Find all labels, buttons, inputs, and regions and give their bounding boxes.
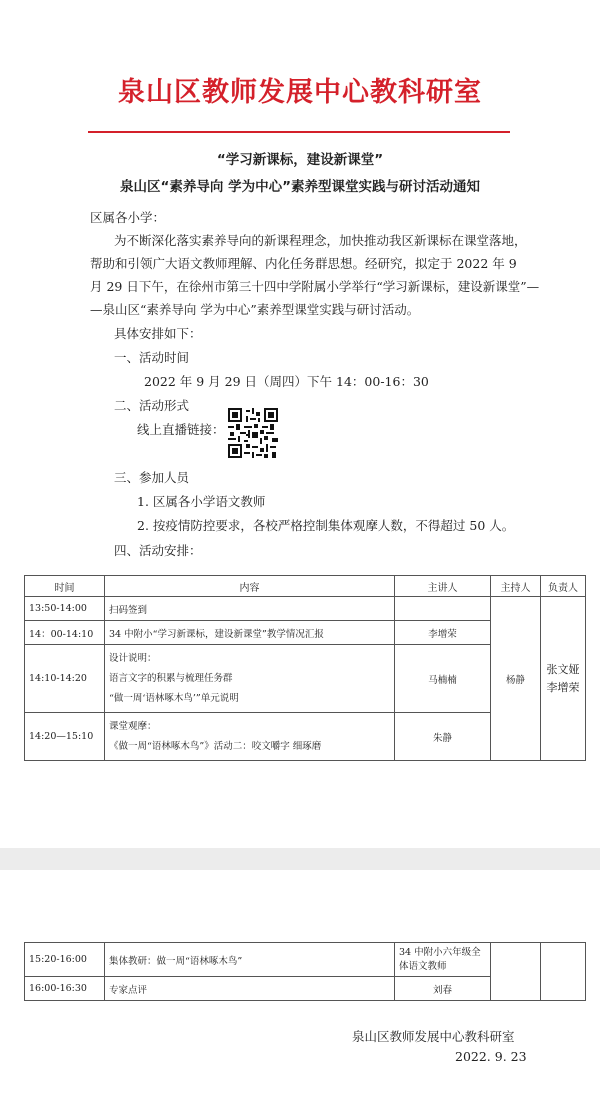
content-line: 语言文字的积累与梳理任务群: [109, 672, 233, 684]
table-row: [25, 597, 586, 621]
host-cell: 杨静: [491, 597, 541, 761]
section-2-text: 线上直播链接：: [137, 422, 225, 437]
content-cell: [105, 645, 395, 713]
responsible-name: 李增荣: [546, 680, 580, 694]
section-1-heading: 一、活动时间: [114, 350, 190, 365]
responsible-cell: [541, 943, 586, 1001]
responsible-name: 张文娅: [546, 662, 580, 676]
time-cell: 15:20-16:00: [25, 943, 105, 977]
section-3-heading: 三、参加人员: [114, 470, 190, 485]
responsible-cell: [541, 597, 586, 761]
page-gap: [0, 848, 600, 870]
section-2-heading: 二、活动形式: [114, 398, 190, 413]
document-page-2: [0, 870, 600, 1118]
content-line: 设计说明：: [109, 652, 157, 664]
org-title: 泉山区教师发展中心教科研室: [118, 77, 482, 108]
section-1-text: 2022 年 9 月 29 日（周四）下午 14：00-16：30: [144, 374, 429, 389]
content-cell: 集体教研：做一周“语林啄木鸟”: [105, 943, 395, 977]
content-cell: 34 中附小“学习新课标，建设新课堂”教学情况汇报: [105, 621, 395, 645]
footer-date: 2022. 9. 23: [455, 1049, 527, 1064]
table-row: [25, 943, 586, 977]
column-header: 内容: [105, 576, 395, 597]
notice-subtitle-2: 泉山区“素养导向 学为中心”素养型课堂实践与研讨活动通知: [120, 179, 480, 195]
arrangement-intro: 具体安排如下：: [114, 326, 202, 341]
column-header: 主讲人: [395, 576, 491, 597]
section-4-heading: 四、活动安排：: [114, 543, 202, 558]
content-line: 《做一周“语林啄木鸟”》活动二：咬文嚼字 细琢磨: [109, 740, 322, 752]
table-header-row: [25, 576, 586, 597]
paragraph-line: 帮助和引领广大语文教师理解、内化任务群思想。经研究，拟定于 2022 年 9: [90, 256, 517, 271]
time-cell: 16:00-16:30: [25, 977, 105, 1001]
content-cell: 扫码签到: [105, 597, 395, 621]
speaker-cell: 马楠楠: [395, 645, 491, 713]
speaker-cell: [395, 597, 491, 621]
salutation: 区属各小学：: [90, 210, 166, 225]
speaker-cell: 朱静: [395, 713, 491, 761]
content-line: “做一周‘语林啄木鸟’”单元说明: [109, 692, 239, 704]
column-header: 负责人: [541, 576, 586, 597]
schedule-table: [24, 575, 586, 761]
speaker-cell: [395, 943, 491, 977]
paragraph-line: —泉山区“素养导向 学为中心”素养型课堂实践与研讨活动。: [90, 302, 420, 317]
paragraph-line: 月 29 日下午，在徐州市第三十四中学附属小学举行“学习新课标，建设新课堂”—: [90, 279, 540, 294]
section-3-item-1: 1. 区属各小学语文教师: [137, 494, 266, 509]
schedule-table-continued: [24, 942, 586, 1001]
content-line: 课堂观摩：: [109, 720, 157, 732]
speaker-line: 体语文教师: [399, 960, 447, 972]
paragraph-line: 为不断深化落实素养导向的新课程理念，加快推动我区新课标在课堂落地，: [114, 233, 527, 248]
section-3-item-2: 2. 按疫情防控要求，各校严格控制集体观摩人数，不得超过 50 人。: [137, 518, 515, 533]
time-cell: 13:50-14:00: [25, 597, 105, 621]
notice-subtitle-1: “学习新课标，建设新课堂”: [216, 152, 384, 168]
speaker-cell: 刘春: [395, 977, 491, 1001]
content-cell: [105, 713, 395, 761]
column-header: 时间: [25, 576, 105, 597]
qr-code-icon[interactable]: [228, 408, 278, 458]
red-divider: [88, 131, 510, 133]
host-cell: [491, 943, 541, 1001]
time-cell: 14:20—15:10: [25, 713, 105, 761]
speaker-cell: 李增荣: [395, 621, 491, 645]
time-cell: 14:10-14:20: [25, 645, 105, 713]
time-cell: 14：00-14:10: [25, 621, 105, 645]
footer-org: 泉山区教师发展中心教科研室: [352, 1029, 515, 1044]
content-cell: 专家点评: [105, 977, 395, 1001]
speaker-line: 34 中附小六年级全: [399, 946, 481, 958]
column-header: 主持人: [491, 576, 541, 597]
